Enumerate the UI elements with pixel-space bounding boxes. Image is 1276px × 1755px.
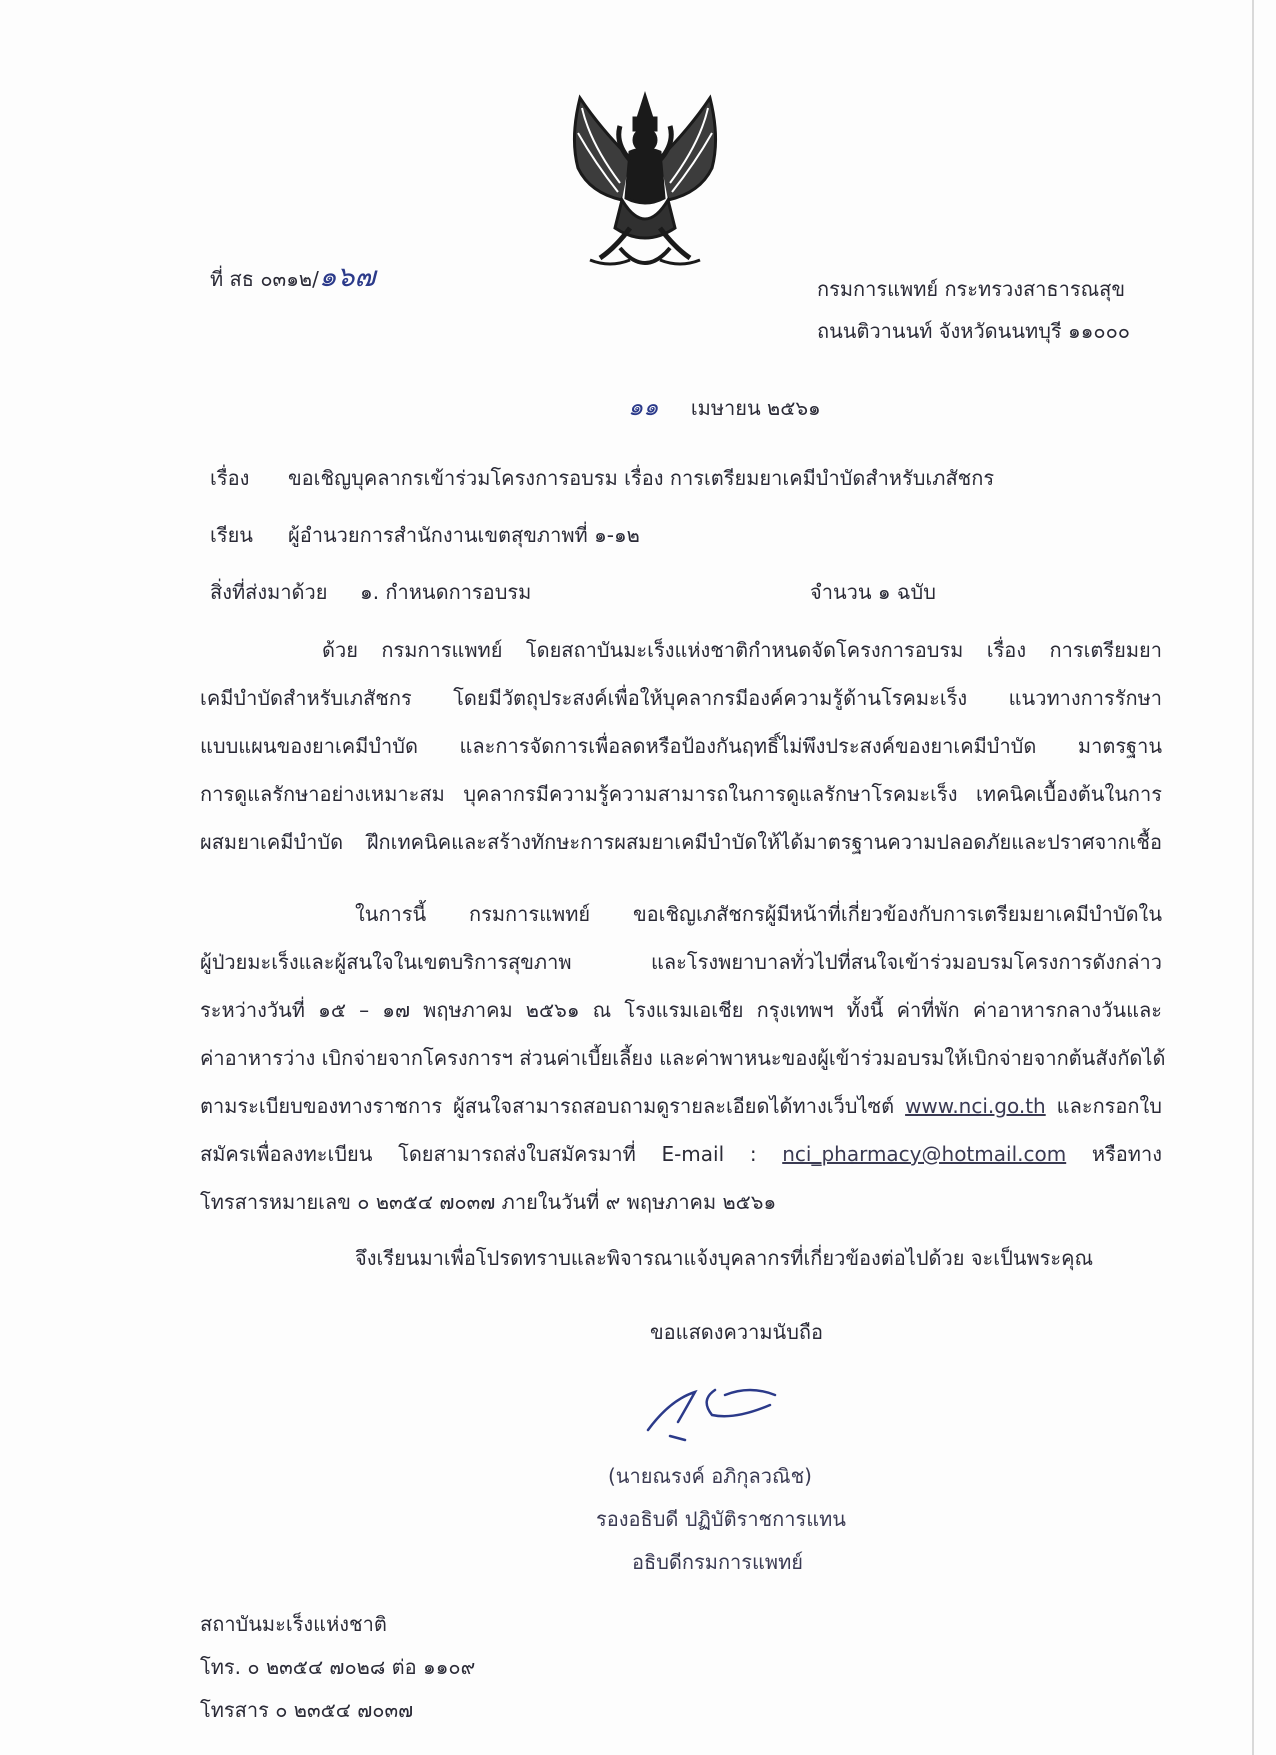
enclosure-quantity: จำนวน ๑ ฉบับ — [810, 580, 936, 604]
reference-number — [210, 260, 376, 293]
sender-organization: กรมการแพทย์ กระทรวงสาธารณสุข — [817, 277, 1126, 301]
footer-organization: สถาบันมะเร็งแห่งชาติ — [200, 1612, 387, 1636]
closing-sentence: จึงเรียนมาเพื่อโปรดทราบและพิจารณาแจ้งบุคลากรที่เกี่ยวข้องต่อไปด้วย จะเป็นพระคุณ — [355, 1246, 1094, 1270]
paragraph-1-line-2: เคมีบำบัดสำหรับเภสัชกร โดยมีวัตถุประสงค์เพื่อให้บุคลากรมีองค์ความรู้ด้านโรคมะเร็ง แนวทางการรักษา — [200, 686, 1162, 710]
sender-address: ถนนติวานนท์ จังหวัดนนทบุรี ๑๑๐๐๐ — [817, 319, 1131, 343]
email-link[interactable]: nci_pharmacy@hotmail.com — [782, 1142, 1067, 1166]
paragraph-2-line-4: ค่าอาหารว่าง เบิกจ่ายจากโครงการฯ ส่วนค่าเบี้ยเลี้ยง และค่าพาหนะของผู้เข้าร่วมอบรมให้เบิกจ่ายจากต้นสังกัดได้ — [200, 1046, 1166, 1070]
paragraph-2-line-2: ผู้ป่วยมะเร็งและผู้สนใจในเขตบริการสุขภาพ และโรงพยาบาลทั่วไปที่สนใจเข้าร่วมอบรมโครงการดังกล่าว — [200, 950, 1162, 974]
regards: ขอแสดงความนับถือ — [650, 1320, 824, 1344]
garuda-emblem-icon — [560, 88, 730, 278]
letter-date — [628, 393, 821, 422]
paragraph-2-line-5-start: ตามระเบียบของทางราชการ ผู้สนใจสามารถสอบถามดูรายละเอียดได้ทางเว็บไซต์ — [200, 1094, 906, 1118]
footer-telephone: โทร. ๐ ๒๓๕๔ ๗๐๒๘ ต่อ ๑๑๐๙ — [200, 1655, 476, 1679]
reference-handwritten-number: ๑๖๗ — [318, 260, 376, 293]
reference-prefix: ที่ สธ ๐๓๑๒/ — [210, 267, 319, 291]
website-link[interactable]: www.nci.go.th — [905, 1094, 1046, 1118]
paragraph-1-line-3: แบบแผนของยาเคมีบำบัด และการจัดการเพื่อลดหรือป้องกันฤทธิ์ไม่พึงประสงค์ของยาเคมีบำบัด มาตรฐาน — [200, 734, 1162, 758]
scan-edge-line — [1252, 0, 1254, 1755]
enclosure-label: สิ่งที่ส่งมาด้วย — [210, 580, 328, 604]
paragraph-2-line-6-end: หรือทาง — [1066, 1142, 1162, 1166]
paragraph-1-line-1: ด้วย กรมการแพทย์ โดยสถาบันมะเร็งแห่งชาติกำหนดจัดโครงการอบรม เรื่อง การเตรียมยา — [322, 638, 1162, 662]
date-day-handwritten: ๑๑ — [628, 393, 659, 421]
signer-title-1: รองอธิบดี ปฏิบัติราชการแทน — [596, 1507, 846, 1531]
paragraph-2-line-6-start: สมัครเพื่อลงทะเบียน โดยสามารถส่งใบสมัครมาที่ E-mail : — [200, 1142, 783, 1166]
signer-name: (นายณรงค์ อภิกุลวณิช) — [608, 1464, 812, 1488]
paragraph-2-line-3: ระหว่างวันที่ ๑๕ – ๑๗ พฤษภาคม ๒๕๖๑ ณ โรงแรมเอเชีย กรุงเทพฯ ทั้งนี้ ค่าที่พัก ค่าอาหารกลางวันและ — [200, 998, 1162, 1022]
paragraph-2-line-1: ในการนี้ กรมการแพทย์ ขอเชิญเภสัชกรผู้มีหน้าที่เกี่ยวข้องกับการเตรียมยาเคมีบำบัดใน — [355, 902, 1162, 926]
paragraph-2-line-7: โทรสารหมายเลข ๐ ๒๓๕๔ ๗๐๓๗ ภายในวันที่ ๙ พฤษภาคม ๒๕๖๑ — [200, 1190, 777, 1214]
date-month-year: เมษายน ๒๕๖๑ — [690, 396, 821, 420]
subject-text: ขอเชิญบุคลากรเข้าร่วมโครงการอบรม เรื่อง การเตรียมยาเคมีบำบัดสำหรับเภสัชกร — [288, 466, 995, 490]
paragraph-2-line-5-end: และกรอกใบ — [1045, 1094, 1162, 1118]
footer-fax: โทรสาร ๐ ๒๓๕๔ ๗๐๓๗ — [200, 1698, 414, 1722]
paragraph-2-line-5 — [200, 1092, 1162, 1120]
signer-title-2: อธิบดีกรมการแพทย์ — [632, 1550, 803, 1574]
enclosure-item: ๑. กำหนดการอบรม — [360, 580, 532, 604]
subject-label: เรื่อง — [210, 466, 250, 490]
paragraph-2-line-6 — [200, 1140, 1162, 1168]
recipient-text: ผู้อำนวยการสำนักงานเขตสุขภาพที่ ๑-๑๒ — [288, 523, 640, 547]
paragraph-1-line-5: ผสมยาเคมีบำบัด ฝึกเทคนิคและสร้างทักษะการผสมยาเคมีบำบัดให้ได้มาตรฐานความปลอดภัยและปราศจากเชื้อ — [200, 830, 1162, 854]
paragraph-1-line-4: การดูแลรักษาอย่างเหมาะสม บุคลากรมีความรู้ความสามารถในการดูแลรักษาโรคมะเร็ง เทคนิคเบื้องต้นในการ — [200, 782, 1162, 806]
handwritten-signature — [640, 1370, 790, 1450]
recipient-label: เรียน — [210, 523, 253, 547]
